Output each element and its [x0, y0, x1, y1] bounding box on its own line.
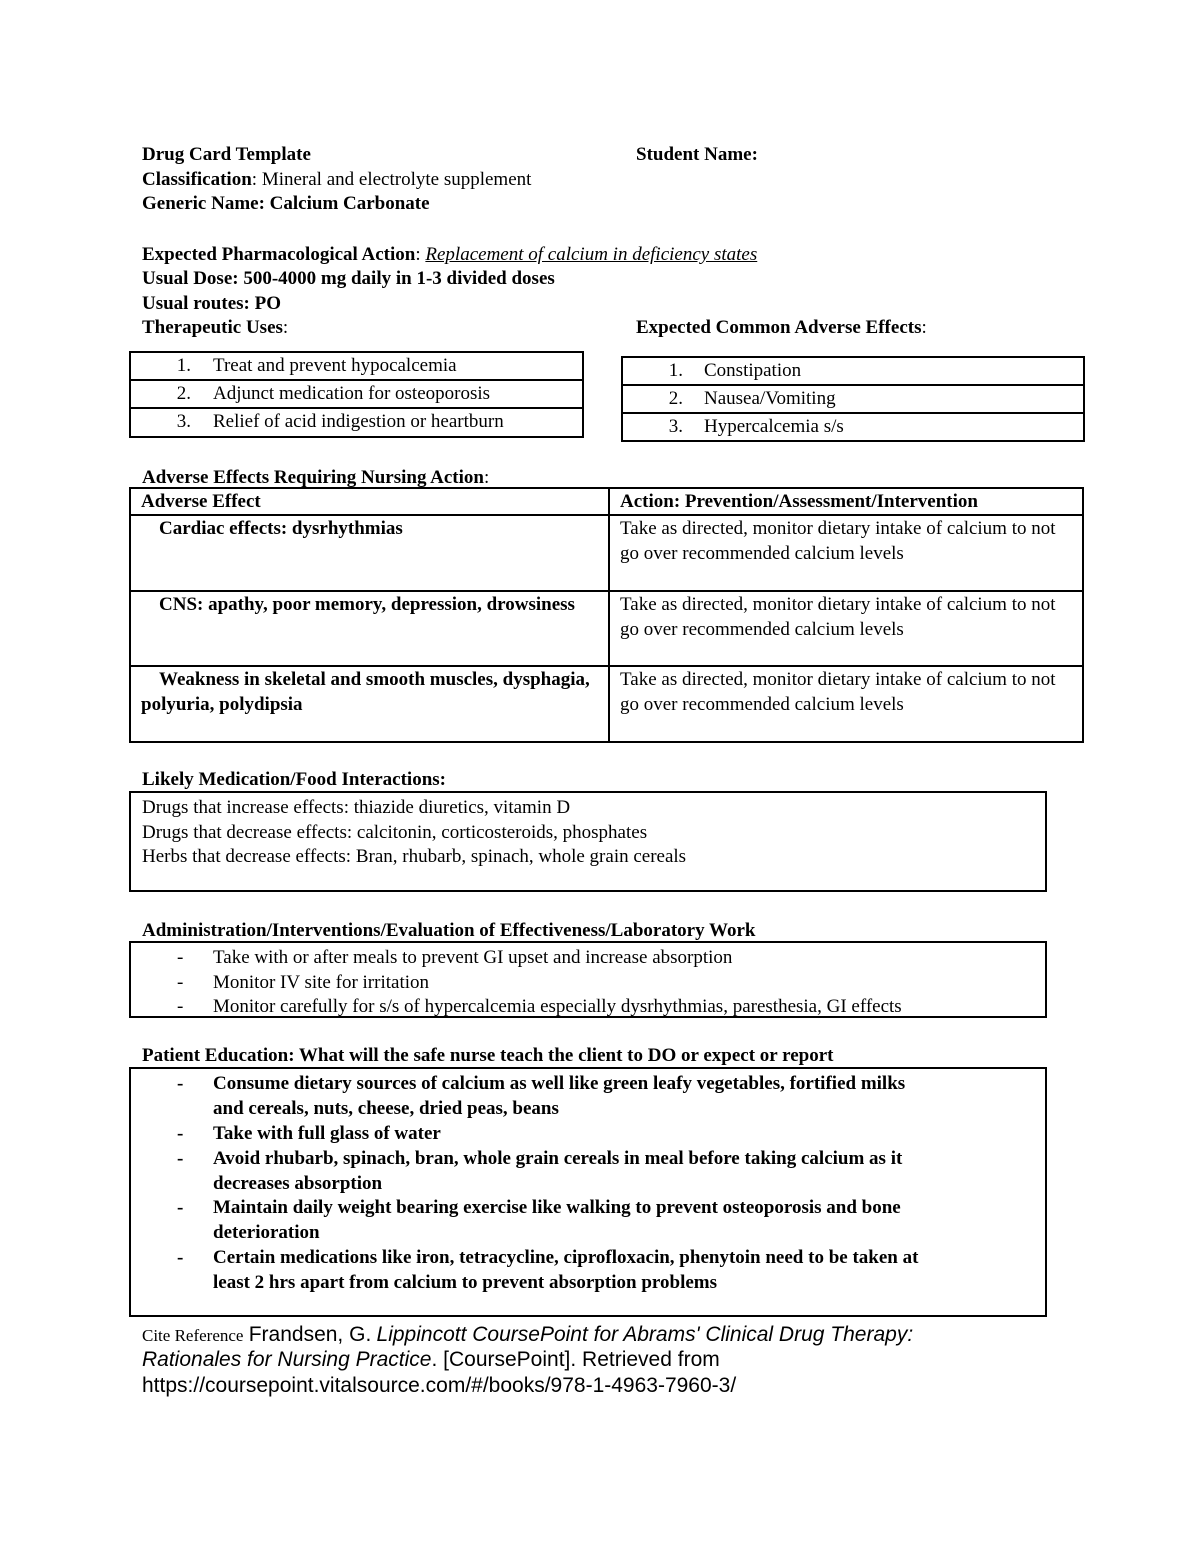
- list-item: 1. Treat and prevent hypocalcemia: [131, 353, 582, 381]
- citation-url[interactable]: https://coursepoint.vitalsource.com/#/books/978-1-4963-7960-3/: [142, 1374, 737, 1397]
- citation-line-1: Cite Reference Frandsen, G. Lippincott CoursePoint for Abrams' Clinical Drug Therapy:: [142, 1323, 914, 1346]
- nursing-action-label: Adverse Effects Requiring Nursing Action:: [142, 467, 490, 488]
- student-name-label: Student Name:: [636, 144, 758, 165]
- drug-card-title: Drug Card Template: [142, 144, 311, 165]
- interaction-line: Herbs that decrease effects: Bran, rhubarb, spinach, whole grain cereals: [142, 846, 687, 867]
- interaction-line: Drugs that decrease effects: calcitonin, corticosteroids, phosphates: [142, 822, 648, 843]
- generic-name-line: Generic Name: Calcium Carbonate: [142, 193, 430, 214]
- administration-label: Administration/Interventions/Evaluation of Effectiveness/Laboratory Work: [142, 920, 756, 941]
- nursing-action-table: [129, 487, 1084, 743]
- pharmacological-action-line: Expected Pharmacological Action: Replacement of calcium in deficiency states: [142, 244, 758, 265]
- usual-dose-line: Usual Dose: 500-4000 mg daily in 1-3 divided doses: [142, 268, 555, 289]
- list-item: 2. Nausea/Vomiting: [623, 386, 1083, 414]
- administration-box: - Take with or after meals to prevent GI upset and increase absorption - Monitor IV site for irritation - Monitor carefully for s/s of hypercalcemia especially dysrhythmias, paresthesia, GI effects: [129, 941, 1047, 1018]
- therapeutic-uses-label: Therapeutic Uses:: [142, 317, 289, 338]
- interactions-box: [129, 791, 1047, 892]
- adverse-effect-cell: Cardiac effects: dysrhythmias: [130, 515, 609, 591]
- column-header-adverse-effect: Adverse Effect: [130, 488, 609, 515]
- list-item: 2. Adjunct medication for osteoporosis: [131, 381, 582, 409]
- common-adverse-effects-label: Expected Common Adverse Effects:: [636, 317, 927, 338]
- interactions-label: Likely Medication/Food Interactions:: [142, 769, 446, 790]
- therapeutic-uses-box: [129, 351, 584, 438]
- table-row: [130, 515, 1083, 591]
- adverse-effect-cell: Weakness in skeletal and smooth muscles, dysphagia, polyuria, polydipsia: [130, 666, 609, 742]
- action-cell: Take as directed, monitor dietary intake of calcium to not go over recommended calcium levels: [609, 591, 1083, 666]
- adverse-effect-cell: CNS: apathy, poor memory, depression, drowsiness: [130, 591, 609, 666]
- list-item: 3. Relief of acid indigestion or heartburn: [176, 411, 504, 432]
- table-row: [130, 666, 1083, 742]
- patient-education-label: Patient Education: What will the safe nurse teach the client to DO or expect or report: [142, 1045, 834, 1066]
- usual-routes-line: Usual routes: PO: [142, 293, 281, 314]
- classification-line: Classification: Mineral and electrolyte supplement: [142, 169, 532, 190]
- interaction-line: Drugs that increase effects: thiazide diuretics, vitamin D: [142, 797, 571, 818]
- action-cell: Take as directed, monitor dietary intake of calcium to not go over recommended calcium levels: [609, 515, 1083, 591]
- citation-line-2: Rationales for Nursing Practice. [CoursePoint]. Retrieved from: [142, 1348, 720, 1371]
- list-item: 3. Hypercalcemia s/s: [668, 416, 844, 437]
- list-item: 1. Constipation: [623, 358, 1083, 386]
- patient-education-box: - Consume dietary sources of calcium as well like green leafy vegetables, fortified milks and cereals, nuts, cheese, dried peas, beans - Take with full glass of water - Avoid rhubarb, spinach, bran, whole grain cereals in meal before taking calcium as it decreases absorption - Maintain daily weight bearing exercise like walking to prevent osteoporosis and bone deterioration - Certain medications like iron, tetracycline, ciprofloxacin, phenytoin need to be taken at least 2 hrs apart from calcium to prevent absorption problems: [129, 1067, 1047, 1317]
- table-header-row: [130, 488, 1083, 515]
- column-header-action: Action: Prevention/Assessment/Intervention: [609, 488, 1083, 515]
- common-adverse-effects-box: [621, 356, 1085, 442]
- action-cell: Take as directed, monitor dietary intake of calcium to not go over recommended calcium levels: [609, 666, 1083, 742]
- table-row: [130, 591, 1083, 666]
